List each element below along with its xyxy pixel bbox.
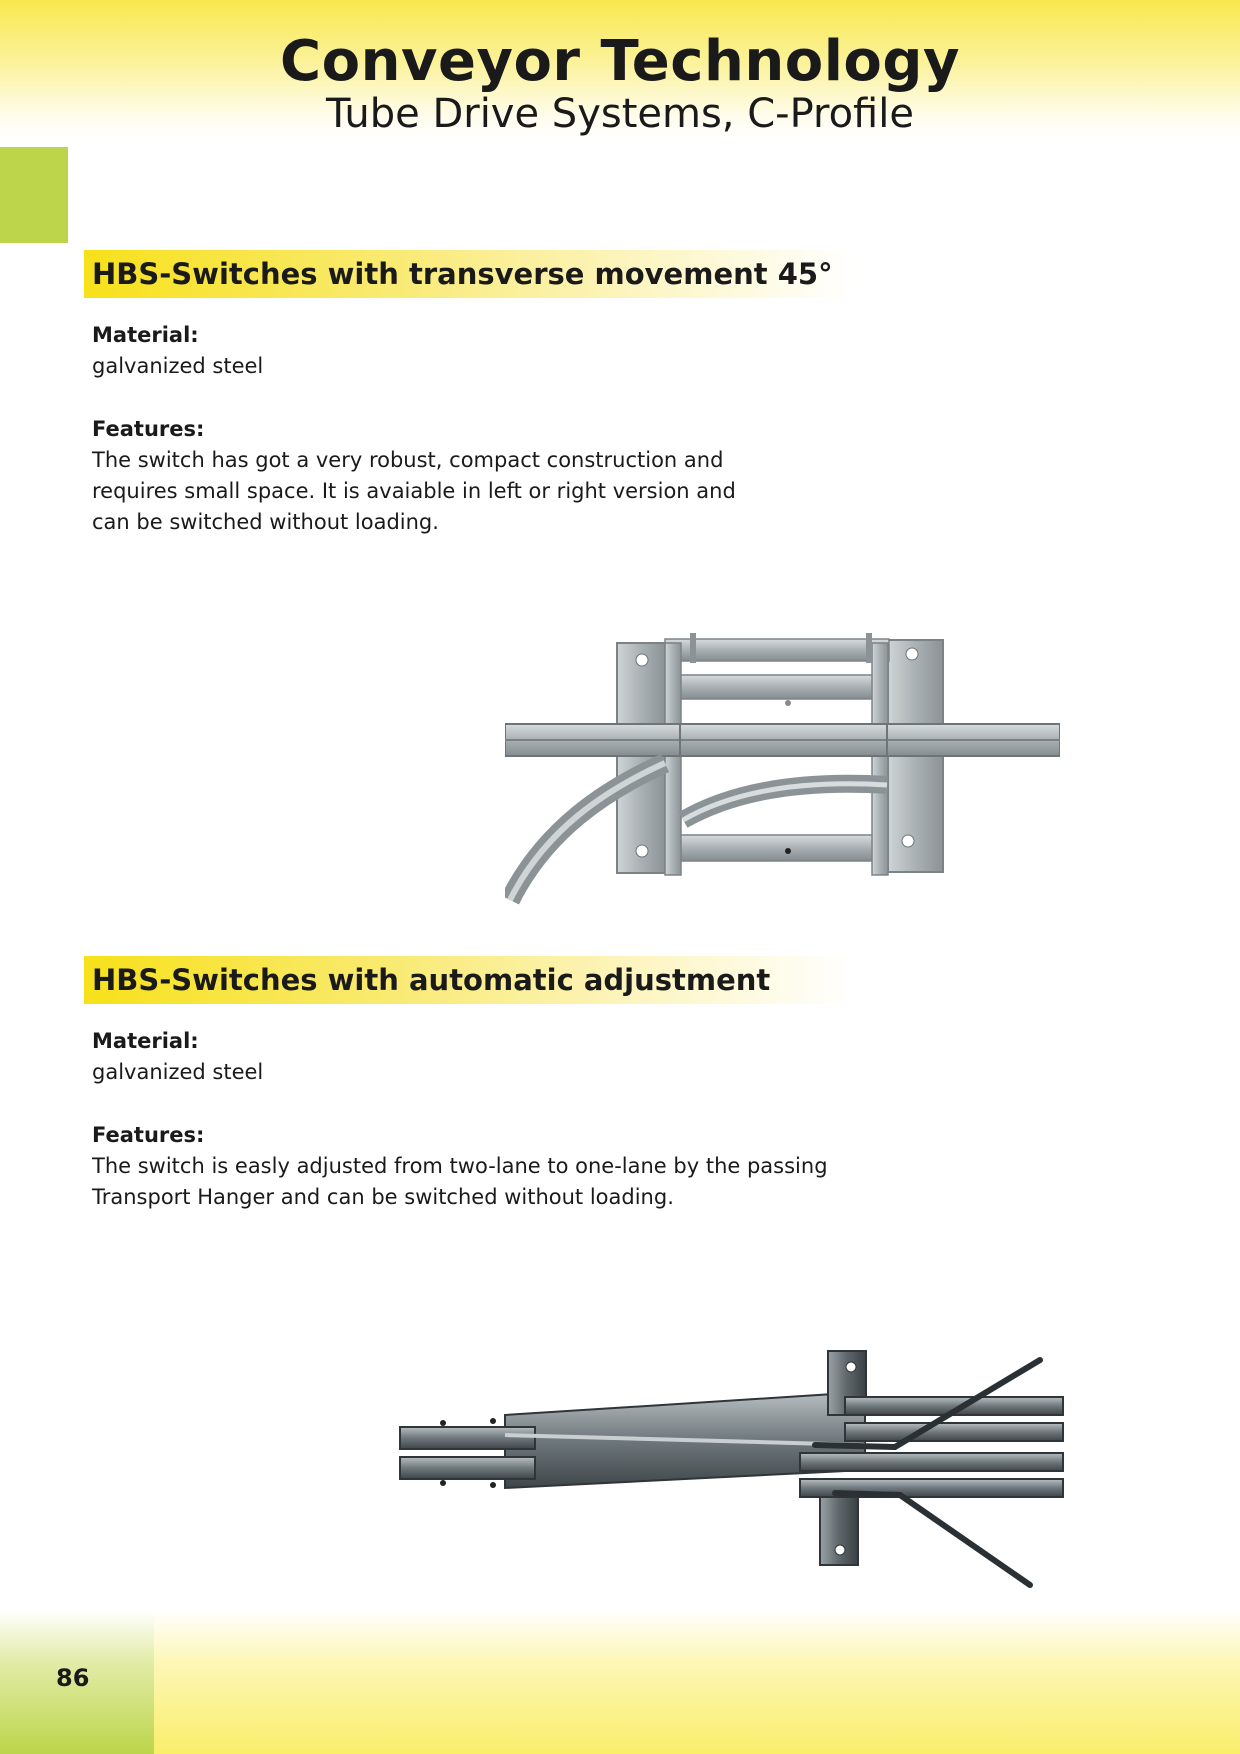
features-text — [92, 1151, 828, 1213]
section-heading-text: HBS-Switches with automatic adjustment — [92, 963, 771, 997]
features-line: The switch is easly adjusted from two-lane to one-lane by the passing — [92, 1154, 828, 1178]
features-line: can be switched without loading. — [92, 510, 439, 534]
automatic-switch-photo — [395, 1345, 1070, 1595]
footer-band — [0, 1610, 1240, 1754]
page-number: 86 — [56, 1664, 90, 1692]
features-line: The switch has got a very robust, compact construction and — [92, 448, 724, 472]
material-label: Material: — [92, 1029, 199, 1053]
features-label: Features: — [92, 1123, 205, 1147]
section-heading-transverse — [84, 250, 854, 298]
material-value: galvanized steel — [92, 354, 264, 378]
material-value: galvanized steel — [92, 1060, 264, 1084]
features-line: Transport Hanger and can be switched without loading. — [92, 1185, 674, 1209]
page-subtitle: Tube Drive Systems, C-Profile — [326, 91, 914, 137]
page-header — [0, 29, 1240, 137]
section-heading-automatic — [84, 956, 854, 1004]
features-label: Features: — [92, 417, 205, 441]
page-title: Conveyor Technology — [280, 29, 960, 94]
material-label: Material: — [92, 323, 199, 347]
transverse-switch-photo — [505, 625, 1060, 915]
side-color-tab — [0, 147, 68, 243]
features-text — [92, 445, 736, 538]
section-heading-text: HBS-Switches with transverse movement 45° — [92, 257, 833, 291]
features-line: requires small space. It is avaiable in left or right version and — [92, 479, 736, 503]
